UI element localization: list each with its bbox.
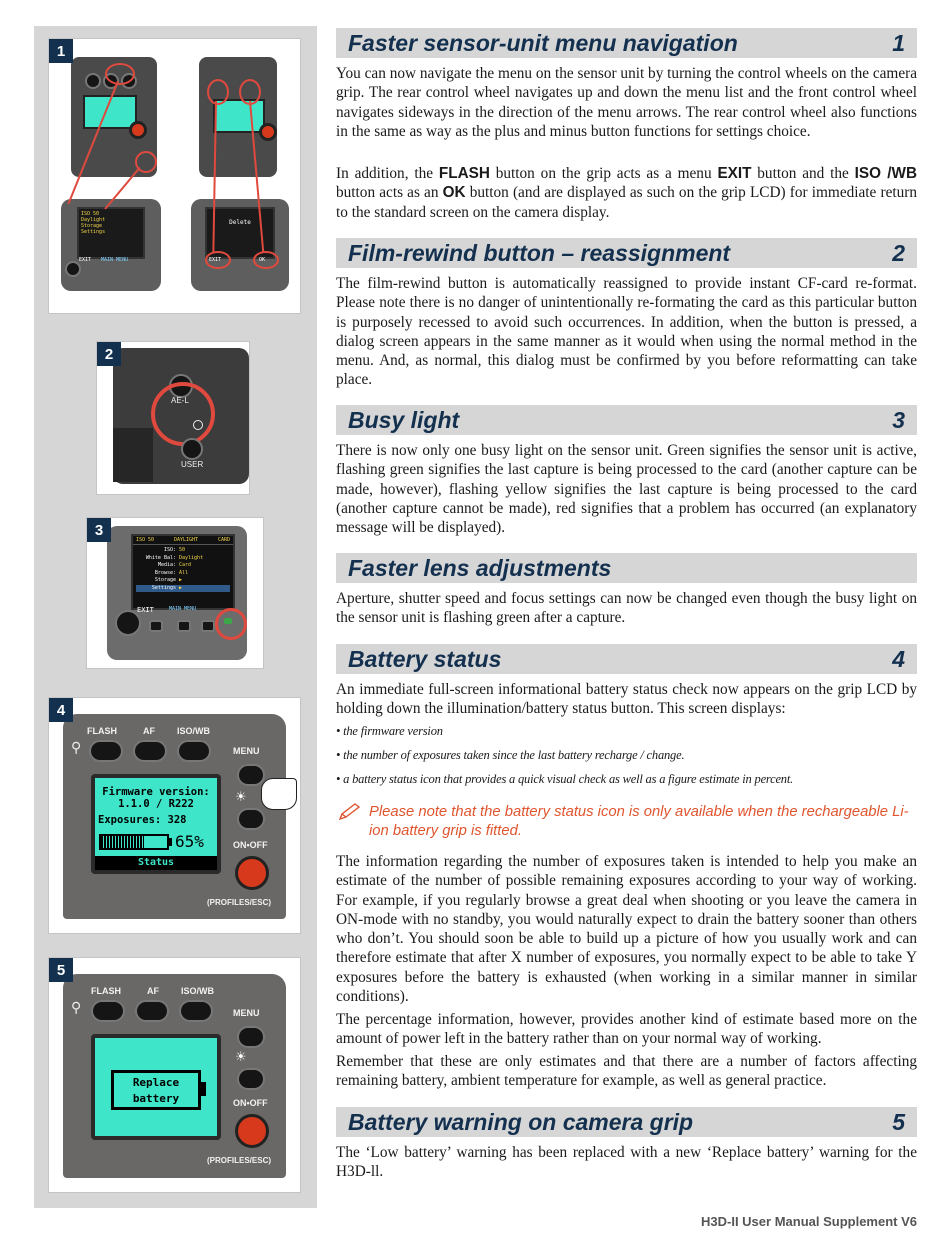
lcd-menu-key: Storage [154,577,176,583]
paragraph: The percentage information, however, provides another kind of estimate based more on the amount of power left in the battery rather than on your normal way of working. [336,1011,917,1048]
paragraph: An immediate full-screen informational battery status check now appears on the grip LCD by holding down the illumination/battery status button. This screen displays: [336,681,917,718]
key-icon: ⚲ [71,740,82,756]
menu-button [237,764,265,786]
sensor-unit-lcd [131,534,235,610]
on-off-label: ON•OFF [233,1098,268,1108]
lcd-menu-key: Media: [157,562,176,568]
figure-5-badge: 5 [49,958,73,982]
text-run: button and the [751,165,855,182]
profiles-esc-label: (PROFILES/ESC) [207,1156,272,1165]
section-title: Faster sensor-unit menu navigation [348,30,738,56]
menu-label: MENU [233,1008,260,1018]
figure-2 [96,341,250,495]
iso-wb-button [177,740,211,762]
page-footer: H3D-II User Manual Supplement V6 [701,1214,917,1229]
lcd-menu-value: All [179,569,189,576]
firmware-text [95,786,217,810]
grip-lcd [95,1038,217,1136]
lcd-media: CARD [217,537,230,543]
section-title: Battery warning on camera grip [348,1109,694,1135]
battery-tip [201,1082,206,1096]
lcd-menu-row [136,555,230,563]
battery-percent: 65% [175,832,204,851]
profiles-esc-label: (PROFILES/ESC) [207,898,272,907]
section-title: Busy light [348,407,460,433]
af-label: AF [143,726,155,736]
iso-wb-button [179,1000,213,1022]
figure-1-badge: 1 [49,39,73,63]
lcd-menu-row [136,570,230,578]
figure-5 [48,957,301,1193]
paragraph: You can now navigate the menu on the sensor unit by turning the control wheels on the camera grip. The rear control wheel navigates up and down the menu list and the front control wheel navigates sideways in the direction of the menu arrows. The rear control wheel also functions in the same as way as the plus and minus button functions for settings choice. [336,65,917,140]
lcd-menu-label: MAIN MENU [101,257,129,263]
flash-button [89,740,123,762]
ok-term: OK [442,184,466,202]
battery-icon [99,834,169,850]
text-run: button (and are displayed as such on the grip LCD) for immediate return to the standard screen on the camera display. [336,184,917,221]
flash-label: FLASH [87,726,117,736]
figure-3-badge: 3 [87,518,111,542]
af-button [133,740,167,762]
battery-label: battery [132,1092,180,1105]
camera-side-shadow [113,428,153,482]
lcd-wb: DAYLIGHT [173,537,199,543]
iso-wb-label: ISO/WB [181,986,214,996]
note-block [336,803,917,841]
pencil-icon [338,803,362,821]
paragraph: Remember that these are only estimates and that there are a number of factors affecting remaining battery, ambient temperature for example, as well as general practice. [336,1053,917,1090]
sensor-button [201,620,215,632]
sensor-lcd-left [77,207,145,259]
section-heading-busy-light [336,405,917,435]
on-off-button [259,123,277,141]
lcd-menu-row [136,562,230,570]
lcd-exit-label: EXIT [137,606,154,614]
battery-status-button [237,808,265,830]
lcd-menu-key: White Bal: [145,554,176,561]
section-heading-battery-status [336,644,917,674]
on-off-button [129,121,147,139]
nav-pad [115,610,141,636]
key-icon: ⚲ [71,1000,82,1016]
status-bar: Status [95,856,217,870]
lcd-exit-label: EXIT [79,257,92,263]
flash-button [91,1000,125,1022]
lcd-menu-value: ▶ [179,584,183,591]
user-button [181,438,203,460]
figure-1 [48,38,301,314]
section-number: 3 [892,407,905,433]
section-heading-lens-adjustments [336,553,917,583]
battery-tip [169,838,172,846]
grip-lcd [95,778,217,870]
grip-button [85,73,101,89]
lcd-menu-key: Browse: [154,569,176,576]
replace-label: Replace [132,1076,180,1089]
section-heading-menu-navigation [336,28,917,58]
iso-wb-term: ISO /WB [854,165,918,182]
replace-battery-text [114,1073,198,1107]
lcd-menu-value: 50 [179,547,186,553]
figure-2-badge: 2 [97,342,121,366]
bullet-item: • the firmware version [336,724,443,738]
sensor-button [149,620,163,632]
exit-term: EXIT [717,165,752,182]
battery-status-button [237,1068,265,1090]
on-off-button [235,1114,269,1148]
busy-light [224,618,232,624]
lcd-menu-label: MAIN MENU [169,606,197,612]
illumination-icon: ☀ [235,790,247,805]
firmware-label: Firmware version: [102,786,210,798]
lcd-menu-value: Daylight [179,554,204,561]
paragraph: The ‘Low battery’ warning has been replaced with a new ‘Replace battery’ warning for the H3D-ll. [336,1144,917,1181]
highlight-ring [207,79,229,105]
firmware-version: 1.1.0 / R222 [118,798,194,810]
paragraph: The information regarding the number of exposures taken is intended to help you make an estimate of the number of possible remaining exposures according to your way of working. For example, if you regularly browse a great deal when shooting or you leave the camera in ON-mode with no standby, you would naturally expect to drain the battery sooner than others who don’t. You should soon be able to build up a picture of how you usually work and can therefore estimate that after X number of exposures, you normally expect to be able to take Y exposures before the battery is exhausted (when working in a similar manner in similar conditions). [336,853,917,1006]
section-title: Battery status [348,646,502,672]
paragraph: Aperture, shutter speed and focus settings can now be changed even though the busy light on the sensor unit is flashing green after a capture. [336,590,917,627]
lcd-menu-row [136,547,230,555]
section-number: 2 [892,240,905,266]
exposures-count: Exposures: 328 [98,814,187,826]
lcd-menu-row [136,577,230,585]
lcd-exit-label: EXIT [209,257,222,263]
paragraph [336,164,917,222]
af-label: AF [147,986,159,996]
user-label: USER [181,460,204,469]
illumination-icon: ☀ [235,1050,247,1065]
lcd-menu-value: ▶ [179,577,183,583]
bullet-item: • a battery status icon that provides a quick visual check as well as a figure estimate in percent. [336,772,794,786]
iso-wb-label: ISO/WB [177,726,210,736]
rewind-highlight-ring [151,382,215,446]
figure-4-badge: 4 [49,698,73,722]
battery-fill [101,836,144,848]
section-heading-battery-warning [336,1107,917,1137]
section-number: 1 [892,30,905,56]
lcd-menu-key: Settings [151,584,176,591]
lcd-delete: Delete [229,219,251,226]
highlight-ring [205,251,231,269]
lcd-ok-label: OK [259,257,266,263]
on-off-label: ON•OFF [233,840,268,850]
lcd-menu-value: Card [179,562,192,568]
nav-button [65,261,81,277]
text-run: In addition, the [336,165,439,182]
section-title: Faster lens adjustments [348,555,612,581]
highlight-ring [253,251,279,269]
rewind-button-icon [193,420,203,430]
pointing-hand-icon [261,778,297,810]
menu-label: MENU [233,746,260,756]
section-heading-film-rewind [336,238,917,268]
text-run: button on the grip acts as a menu [489,165,718,182]
on-off-button [235,856,269,890]
note-text: Please note that the battery status icon is only available when the rechargeable Li-ion battery grip is fitted. [369,804,909,839]
lcd-menu-row [136,585,230,593]
lcd-menu-key: ISO: [163,547,176,553]
paragraph: The film-rewind button is automatically reassigned to provide instant CF-card re-format. Please note there is no danger of unintentionally re-formating the card as this particular button is purposely recessed to avoid such occurrences. In addition, when the button is pressed, a dialog screen appears in the same manner as it would when using the normal method in the menu. And, as normal, this dialog must be confirmed by you before reformatting can take place. [336,275,917,389]
busy-light-highlight [215,608,247,640]
section-title: Film-rewind button – reassignment [348,240,731,266]
text-run: button acts as an [336,184,443,202]
menu-button [237,1026,265,1048]
lcd-menu-list [133,545,233,594]
bullet-item: • the number of exposures taken since the last battery recharge / change. [336,748,685,762]
section-number: 5 [892,1109,905,1135]
flash-term: FLASH [438,165,490,182]
paragraph: There is now only one busy light on the sensor unit. Green signifies the sensor unit is active, flashing green signifies the last capture is being processed to the card (another capture can be made, however), flashing yellow signifies the last capture is being processed to the card (another capture cannot be made), red signifies that a problem has occurred (an explanatory message will be displayed). [336,442,917,537]
replace-battery-icon [111,1070,201,1110]
figure-4 [48,697,301,934]
lcd-text: Storage [81,223,103,229]
lcd-text: Settings [81,229,106,235]
highlight-ring [105,63,135,85]
section-number: 4 [892,646,905,672]
lcd-text: Daylight [81,217,106,223]
lcd-text: ISO 50 [81,211,100,217]
figure-3 [86,517,264,669]
flash-label: FLASH [91,986,121,996]
ae-l-label: AE-L [171,396,189,405]
af-button [135,1000,169,1022]
sensor-button [177,620,191,632]
lcd-iso: ISO 50 [136,537,155,543]
